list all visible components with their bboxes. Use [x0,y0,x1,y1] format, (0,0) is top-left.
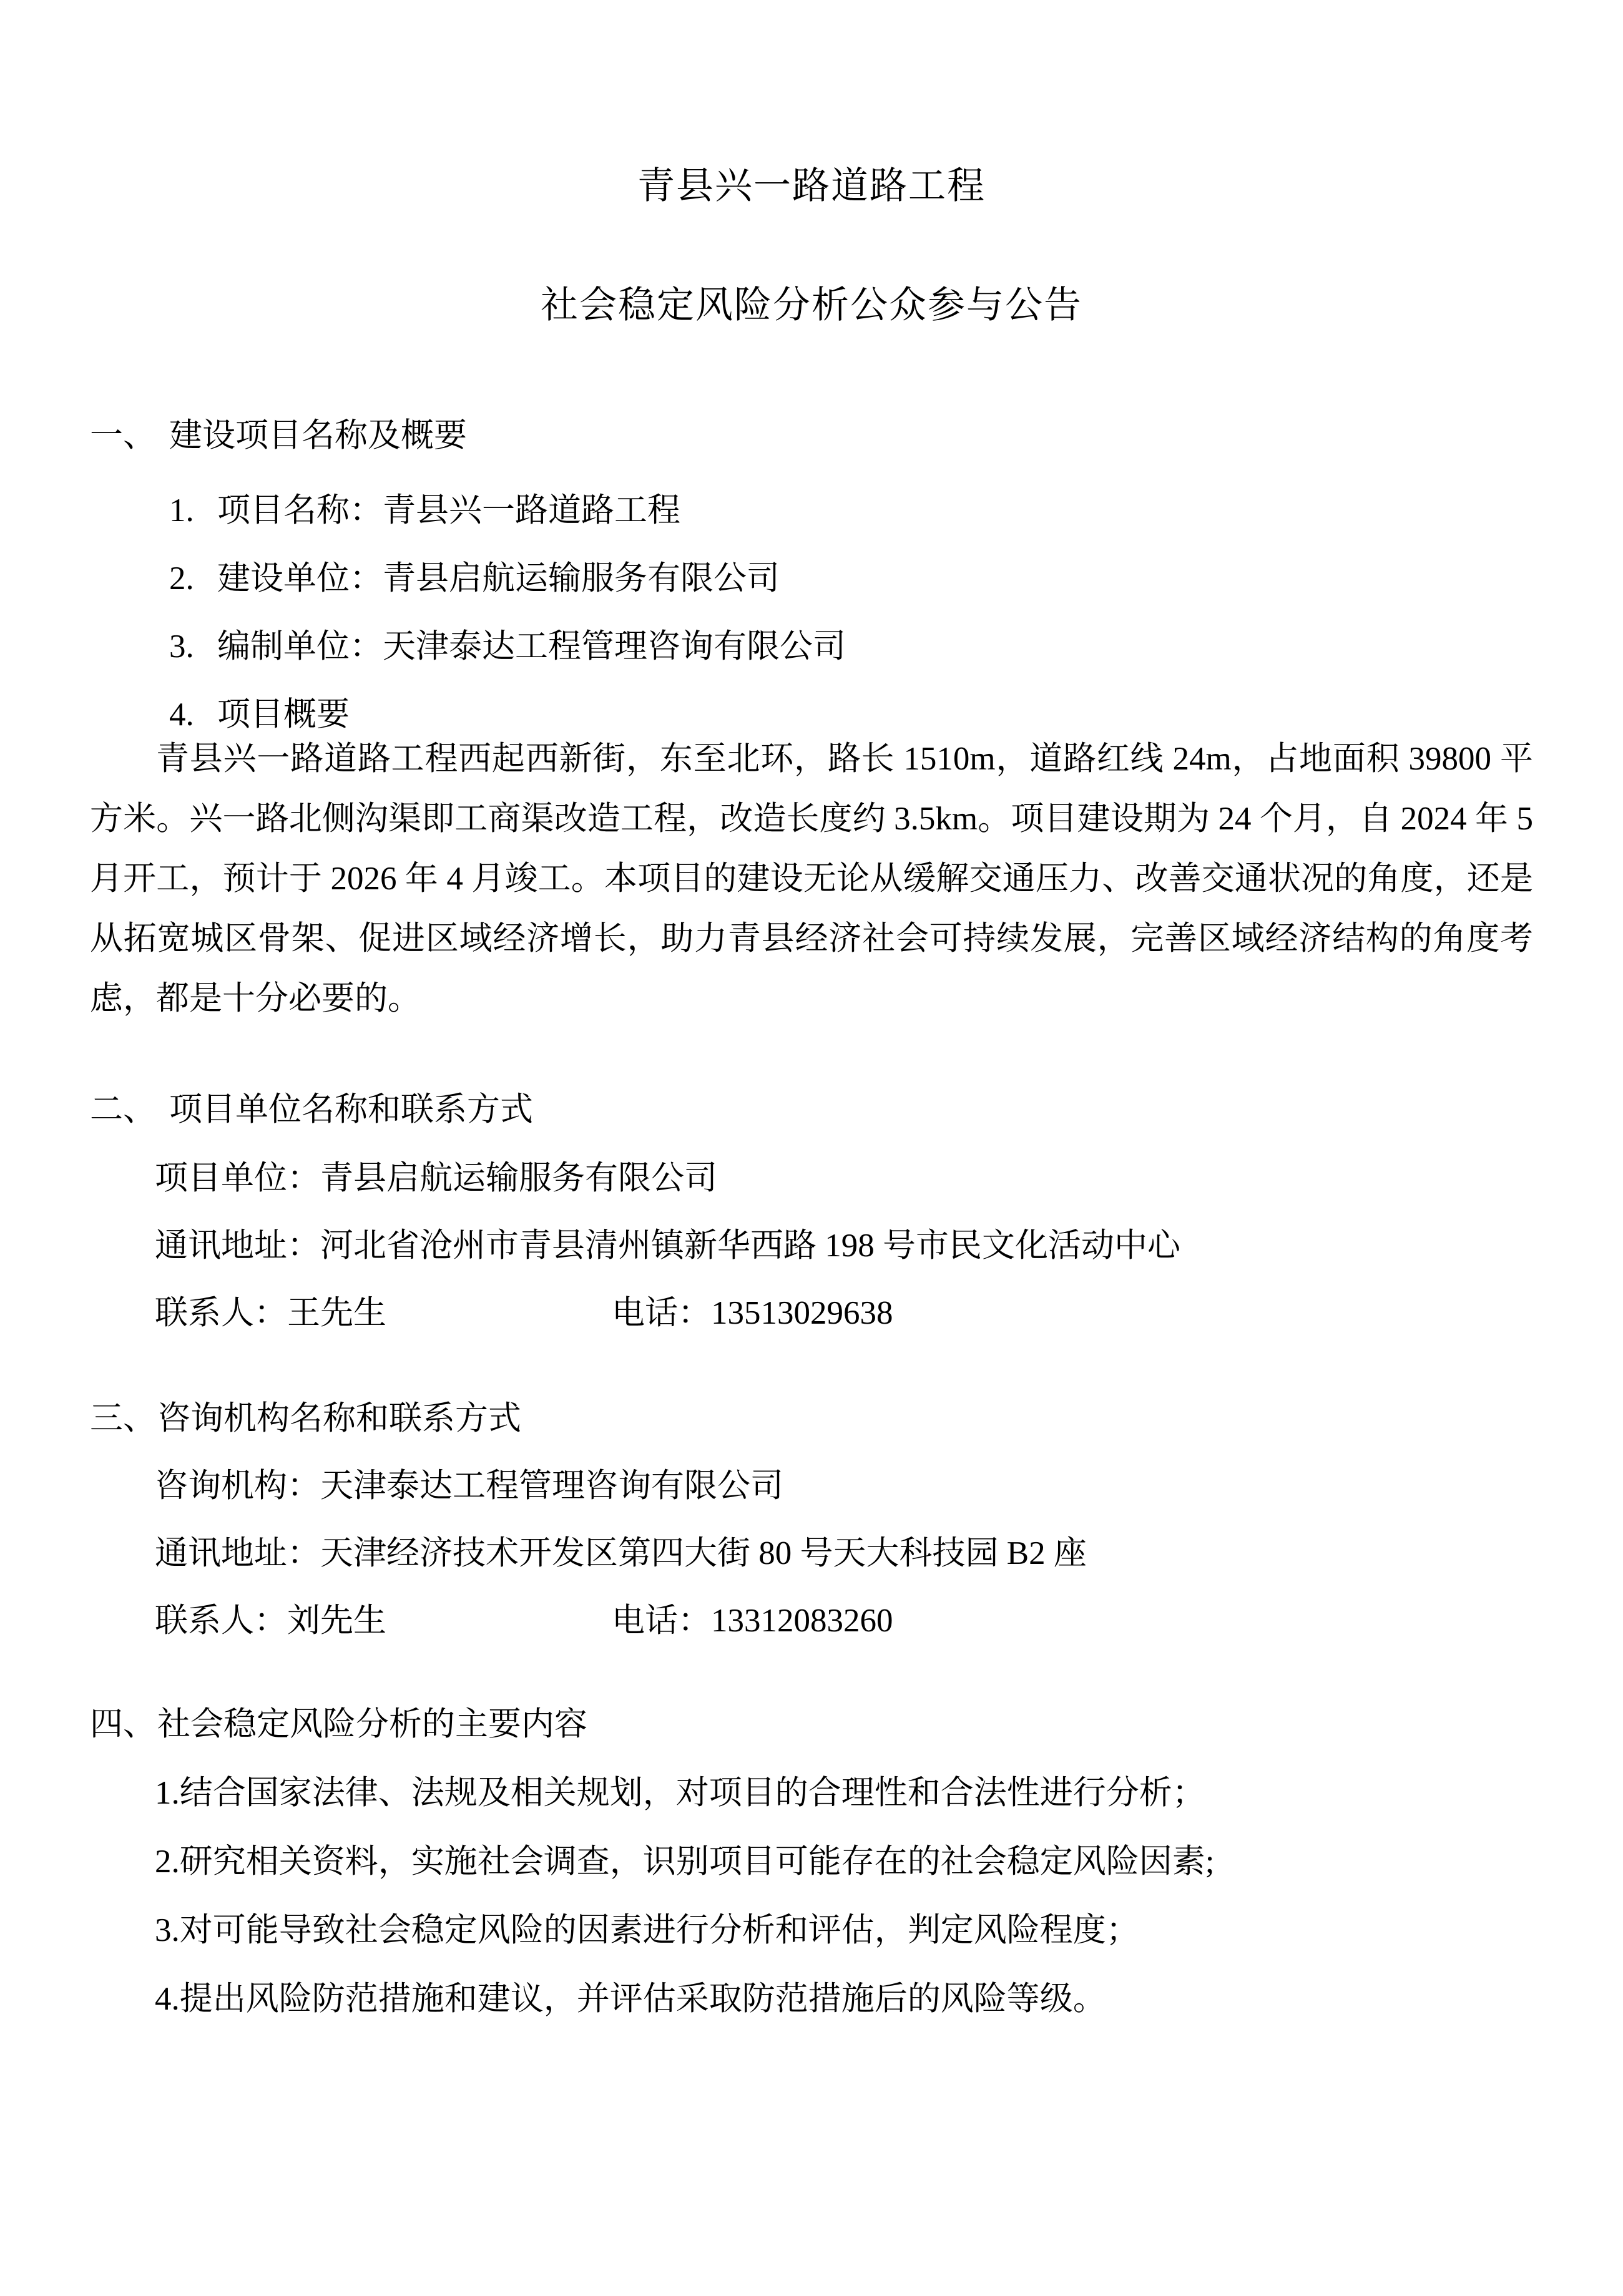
section-1-item-2 [169,552,780,599]
section-3-title: 咨询机构名称和联系方式 [157,1400,521,1437]
section-4-title: 社会稳定风险分析的主要内容 [157,1706,587,1742]
section-3-address-line: 通讯地址：天津经济技术开发区第四大街 80 号天大科技园 B2 座 [155,1535,1087,1571]
section-4-item-1: 1.结合国家法律、法规及相关规划，对项目的合理性和合法性进行分析； [155,1775,1205,1811]
section-3-agency-line: 咨询机构：天津泰达工程管理咨询有限公司 [155,1468,783,1504]
section-1-item-1-number: 1. [169,492,194,529]
section-1-heading [90,409,467,456]
section-4-number: 四、 [90,1706,156,1742]
project-summary-paragraph: 青县兴一路道路工程西起西新街，东至北环，路长 1510m，道路红线 24m，占地面积 39800 平方米。兴一路北侧沟渠即工商渠改造工程，改造长度约 3.5km。项目建设期为 24 个月，自 2024 年 5 月开工，预计于 2026 年 4 月竣工。本项目的建设无论从缓解交通压力、改善交通状况的角度，还是从拓宽城区骨架、促进区域经济增长，助力青县经济社会可持续发展，完善区域经济结构的角度考虑，都是十分必要的。 [90,741,1533,1017]
section-2-unit-line: 项目单位：青县启航运输服务有限公司 [155,1160,717,1196]
section-2-address-line: 通讯地址：河北省沧州市青县清州镇新华西路 198 号市民文化活动中心 [155,1228,1180,1264]
section-2-heading [90,1083,533,1130]
section-4-item-2: 2.研究相关资料，实施社会调查，识别项目可能存在的社会稳定风险因素; [155,1844,1215,1880]
section-4-item-4: 4.提出风险防范措施和建议，并评估采取防范措施后的风险等级。 [155,1981,1106,2017]
section-1-item-1 [169,484,680,531]
section-2-title: 项目单位名称和联系方式 [169,1092,533,1128]
section-1-item-3-number: 3. [169,628,194,665]
section-1-number: 一、 [90,418,156,454]
section-3-contact-person: 联系人：刘先生 [155,1603,386,1639]
section-1-item-4-number: 4. [169,696,194,733]
section-2-number: 二、 [90,1092,156,1128]
section-1-item-2-number: 2. [169,560,194,597]
section-4-item-3: 3.对可能导致社会稳定风险的因素进行分析和评估，判定风险程度； [155,1912,1139,1948]
section-1-item-3-text: 编制单位：天津泰达工程管理咨询有限公司 [217,628,846,665]
section-1-title: 建设项目名称及概要 [169,418,467,454]
section-1-item-3 [169,620,846,667]
section-3-phone: 电话：13312083260 [612,1603,893,1639]
section-1-item-2-text: 建设单位：青县启航运输服务有限公司 [217,560,780,597]
section-3-heading [90,1392,521,1439]
section-1-item-4 [169,688,350,735]
section-2-contact-person: 联系人：王先生 [155,1295,386,1331]
section-4-heading [90,1698,587,1745]
section-1-item-4-text: 项目概要 [217,696,350,733]
section-1-item-1-text: 项目名称：青县兴一路道路工程 [217,492,680,529]
section-3-number: 三、 [90,1400,156,1437]
document-subtitle: 社会稳定风险分析公众参与公告 [541,285,1082,326]
section-2-phone: 电话：13513029638 [612,1295,893,1331]
document-title: 青县兴一路道路工程 [637,165,986,207]
